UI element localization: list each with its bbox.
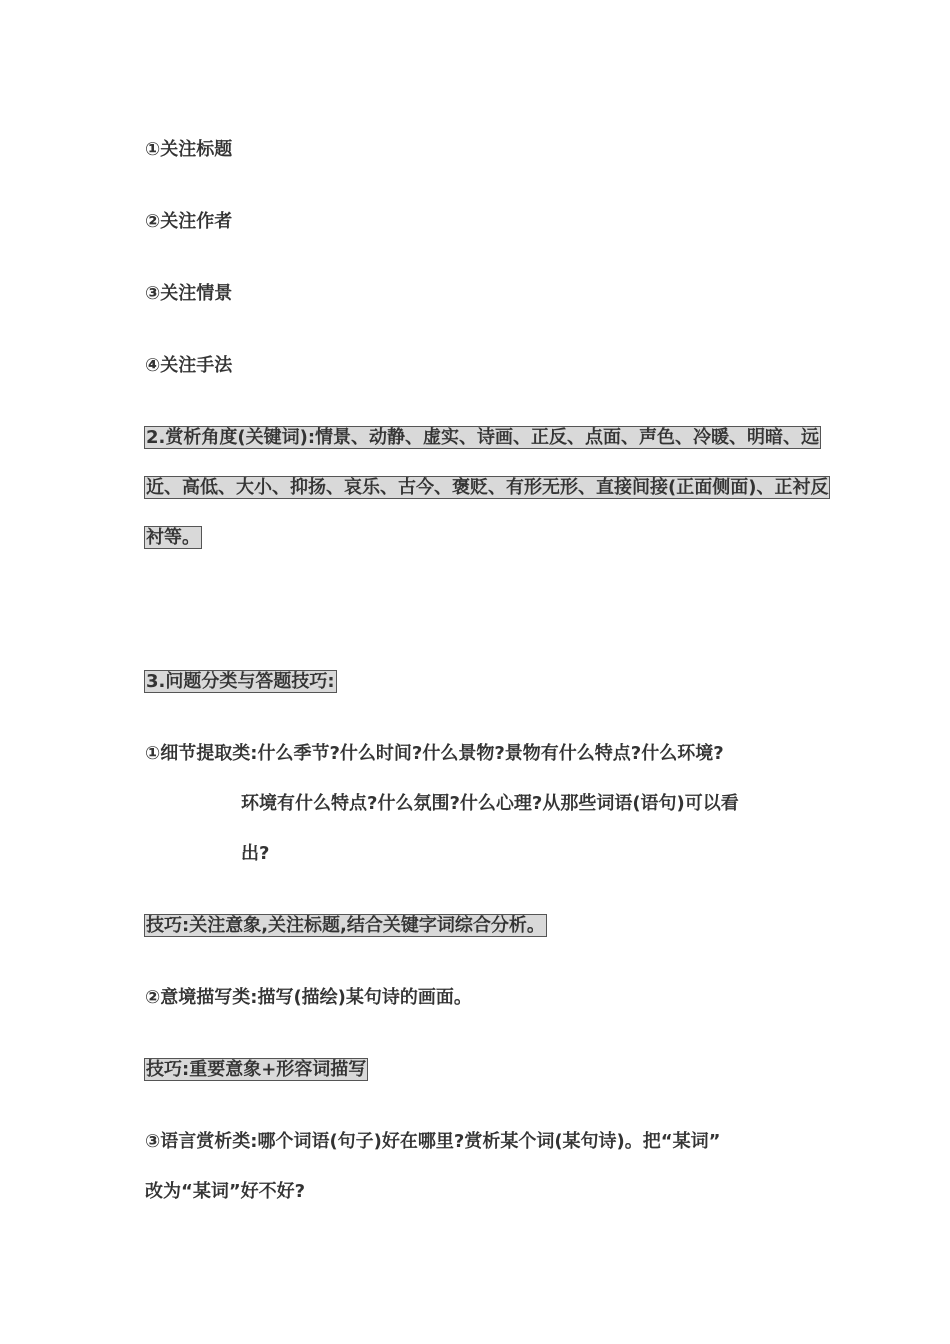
item-focus-scene: ③关注情景	[145, 283, 233, 304]
question-detail-extraction-line-2: 环境有什么特点?什么氛围?什么心理?从那些词语(语句)可以看	[241, 793, 739, 814]
question-detail-extraction-line-3: 出?	[241, 843, 270, 864]
item-focus-technique: ④关注手法	[145, 355, 233, 376]
item-focus-title: ①关注标题	[145, 139, 233, 160]
appreciation-angle-line-2: 近、高低、大小、抑扬、哀乐、古今、褒贬、有形无形、直接间接(正面侧面)、正衬反	[146, 477, 829, 498]
tip-1: 技巧:关注意象,关注标题,结合关键字词综合分析。	[146, 915, 545, 936]
tip-2: 技巧:重要意象+形容词描写	[146, 1059, 367, 1080]
section-3-heading: 3.问题分类与答题技巧:	[146, 671, 335, 692]
question-language-appreciation-line-2: 改为“某词”好不好?	[145, 1181, 306, 1202]
appreciation-angle-line-1: 2.赏析角度(关键词):情景、动静、虚实、诗画、正反、点面、声色、冷暖、明暗、远	[146, 427, 820, 448]
question-language-appreciation-line-1: ③语言赏析类:哪个词语(句子)好在哪里?赏析某个词(某句诗)。把“某词”	[145, 1131, 721, 1152]
item-focus-author: ②关注作者	[145, 211, 233, 232]
appreciation-angle-line-3: 衬等。	[146, 527, 200, 548]
question-detail-extraction-line-1: ①细节提取类:什么季节?什么时间?什么景物?景物有什么特点?什么环境?	[145, 743, 724, 764]
question-imagery-description: ②意境描写类:描写(描绘)某句诗的画面。	[145, 987, 472, 1008]
